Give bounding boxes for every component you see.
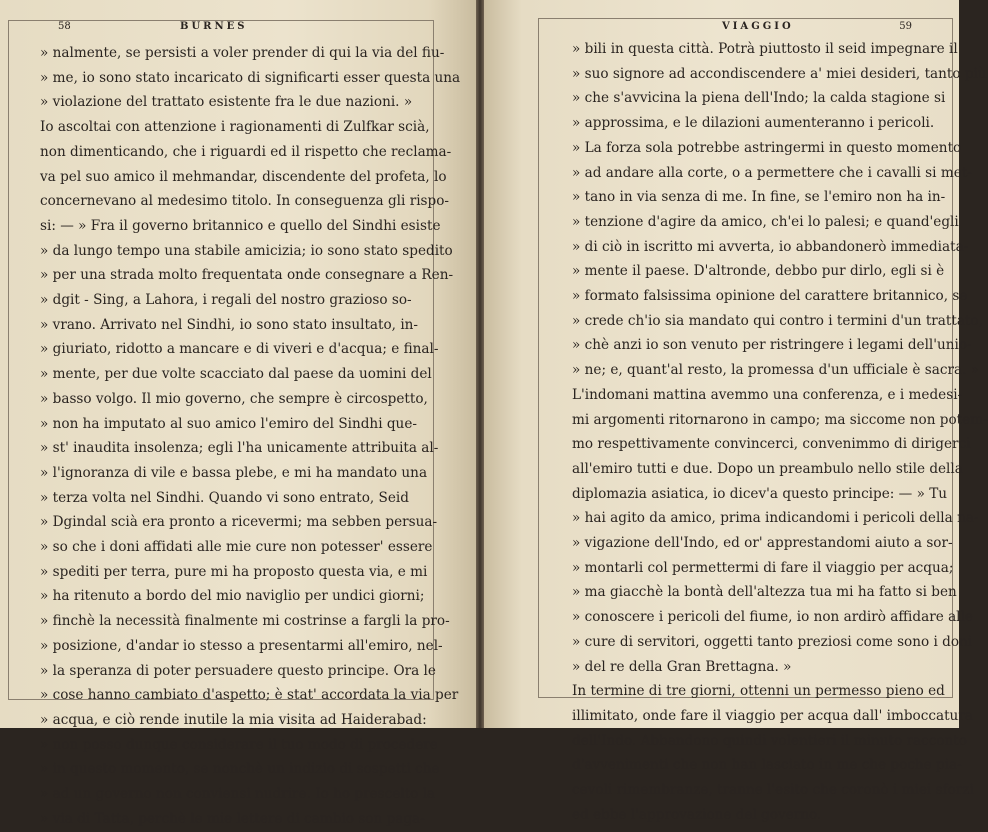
text-line: » st' inaudita insolenza; egli l'ha unicamente attribuita al- — [40, 440, 439, 457]
text-line: » violazione del trattato esistente fra le due nazioni. » — [40, 94, 413, 111]
text-line: » approssima, e le dilazioni aumenteranno i pericoli. — [572, 115, 935, 132]
text-line: » ad andare alla corte, o a permettere che i cavalli si met- — [572, 164, 972, 181]
text-line: » del re della Gran Brettagna. » — [572, 658, 792, 675]
text-line: » cose hanno cambiato d'aspetto; è stat' accordata la via per — [40, 687, 459, 704]
body-text — [572, 37, 988, 828]
text-line: ed ebbe l'approvazione del governo. — [572, 806, 822, 823]
running-head: VIAGGIO — [722, 21, 794, 32]
text-line: » mente il paese. D'altronde, debbo pur dirlo, egli si è — [572, 263, 945, 280]
text-line: » hai agito da amico, prima indicandomi i pericoli della na- — [572, 510, 979, 527]
text-line: mo respettivamente convincerci, convenimmo di dirigerci — [572, 436, 971, 453]
text-line: In termine di tre giorni, ottenni un permesso pieno ed — [572, 683, 945, 700]
text-line: all'emiro tutti e due. Dopo un preambulo nello stile della — [572, 460, 963, 477]
text-line: dell'Indo. Abbandono quindi volentieri il minuto racconto — [572, 732, 967, 749]
text-line: » La forza sola potrebbe astringermi in questo momento — [572, 139, 962, 156]
right-page — [484, 0, 988, 823]
text-line: » la speranza di poter persuadere questo principe. Ora le — [40, 662, 436, 679]
text-line: » suo signore ad accondiscendere a' miei desideri, tanto più — [572, 65, 987, 82]
text-line: illimitato, onde fare il viaggio per acqua dall' imboccatura — [572, 707, 973, 724]
text-line: » finchè la necessità finalmente mi costrinse a fargli la pro- — [40, 613, 450, 630]
text-line: » da lungo tempo una stabile amicizia; io sono stato spedito — [40, 242, 453, 259]
body-text — [40, 41, 461, 832]
text-line: » vigazione dell'Indo, ed or' apprestandomi aiuto a sor- — [572, 535, 953, 552]
text-line: » ma giacchè la bontà dell'altezza tua mi ha fatto si ben — [572, 584, 957, 601]
page-number: 59 — [899, 21, 912, 32]
text-line: » montarli col permettermi di fare il viaggio per acqua; — [572, 559, 954, 576]
text-line: d'avvenimenti che non han lasciato in me che poche pia- — [572, 757, 962, 774]
text-line: » giuriato, ridotto a mancare e di viveri e d'acqua; e final- — [40, 341, 439, 358]
text-line: » me, io sono stato incaricato di significarti esser questa una — [40, 69, 461, 86]
page-number: 58 — [58, 21, 71, 32]
text-line: » posizione, d'andar io stesso a presentarmi all'emiro, nel- — [40, 637, 443, 654]
page-header — [58, 21, 408, 37]
text-line: » conoscere i pericoli del fiume, io non ardirò affidare alle — [572, 609, 973, 626]
text-line: » non ha imputato al suo amico l'emiro del Sindhi que- — [40, 415, 417, 432]
text-line: mi argomenti ritornarono in campo; ma siccome non potem- — [572, 411, 988, 428]
left-page — [0, 0, 476, 827]
text-line: » basso volgo. Il mio governo, che sempre è circospetto, — [40, 390, 428, 407]
text-line: » chè anzi io son venuto per ristringere i legami dell'unio- — [572, 337, 972, 354]
text-line: » crede ch'io sia mandato qui contro i termini d'un trattato, — [572, 312, 983, 329]
text-line: » mente, per due volte scacciato dal paese da uomini del — [40, 366, 432, 383]
text-line: concernevano al medesimo titolo. In conseguenza gli rispo- — [40, 193, 450, 210]
text-line: » in questo momento, se nonchè un indizio di sospetti che — [40, 761, 440, 778]
text-line: » Dgindal scià era pronto a ricevermi; ma sebben persua- — [40, 514, 438, 531]
text-line: » bili in questa città. Potrà piuttosto il seid impegnare il — [572, 41, 958, 57]
text-line: L'indomani mattina avemmo una conferenza, e i medesi- — [572, 386, 963, 403]
text-line: » terza volta nel Sindhi. Quando vi sono entrato, Seid — [40, 489, 409, 506]
page-header — [562, 21, 912, 37]
text-line: » nalmente, se persisti a voler prender di qui la via del fiu- — [40, 45, 445, 61]
text-line: » l'ignoranza di vile e bassa plebe, e mi ha mandato una — [40, 464, 428, 481]
text-line: » vrano. Arrivato nel Sindhi, io sono stato insultato, in- — [40, 316, 419, 333]
text-line: » spediti per terra, pure mi ha proposto questa via, e mi — [40, 563, 428, 580]
text-line: » cure di servitori, oggetti tanto preziosi come sono i doni — [572, 633, 973, 650]
text-line: » ne; e, quant'al resto, la promessa d'un ufficiale è sacra. » — [572, 362, 980, 379]
text-line: » che s'avvicina la piena dell'Indo; la calda stagione si — [572, 90, 946, 107]
text-line: » tano in via senza di me. In fine, se l'emiro non ha in- — [572, 189, 946, 206]
text-line: si: — » Fra il governo britannico e quello del Sindhi esiste — [40, 217, 441, 234]
text-line: » per una strada molto frequentata onde consegnare a Ren- — [40, 267, 454, 284]
running-head: BURNES — [180, 21, 248, 32]
text-line: » tenzione d'agire da amico, ch'ei lo palesi; e quand'egli — [572, 213, 959, 230]
text-line: » via di Tatta, perchè le mie lettere di cambio son paga- — [40, 810, 425, 827]
text-line: » acqua, e ciò rende inutile la mia visita ad Haiderabad: — [40, 711, 427, 728]
text-line: » ha ritenuto a bordo del mio naviglio per undici giorni; — [40, 588, 425, 605]
text-line: diplomazia asiatica, io dicev'a questo principe: — » Tu — [572, 485, 948, 502]
book-gutter — [476, 0, 484, 728]
text-line: va pel suo amico il mehmandar, discendente del profeta, lo — [40, 168, 447, 185]
text-line: » di ciò in iscritto mi avverta, io abbandonerò immediata- — [572, 238, 969, 255]
text-line: » formato falsissima opinione del carattere britannico, se — [572, 288, 968, 305]
text-line: non dimenticando, che i riguardi ed il rispetto che reclama- — [40, 143, 452, 160]
text-line: » non posso dunque considerare il tuo modo di procedere — [40, 736, 438, 753]
text-line: » dgit - Sing, a Lahora, i regali del nostro grazioso so- — [40, 292, 412, 309]
text-line: cevoli rimembranze, tranne l'esito che coronò i miei sforzi — [572, 782, 974, 799]
text-line: Io ascoltai con attenzione i ragionamenti di Zulfkar scià, — [40, 119, 430, 136]
text-line: » so che i doni affidati alle mie cure non potesser' essere — [40, 539, 433, 556]
text-line: » ad un governo non conviensi nudrire. Io ho prescelto la — [40, 786, 436, 803]
